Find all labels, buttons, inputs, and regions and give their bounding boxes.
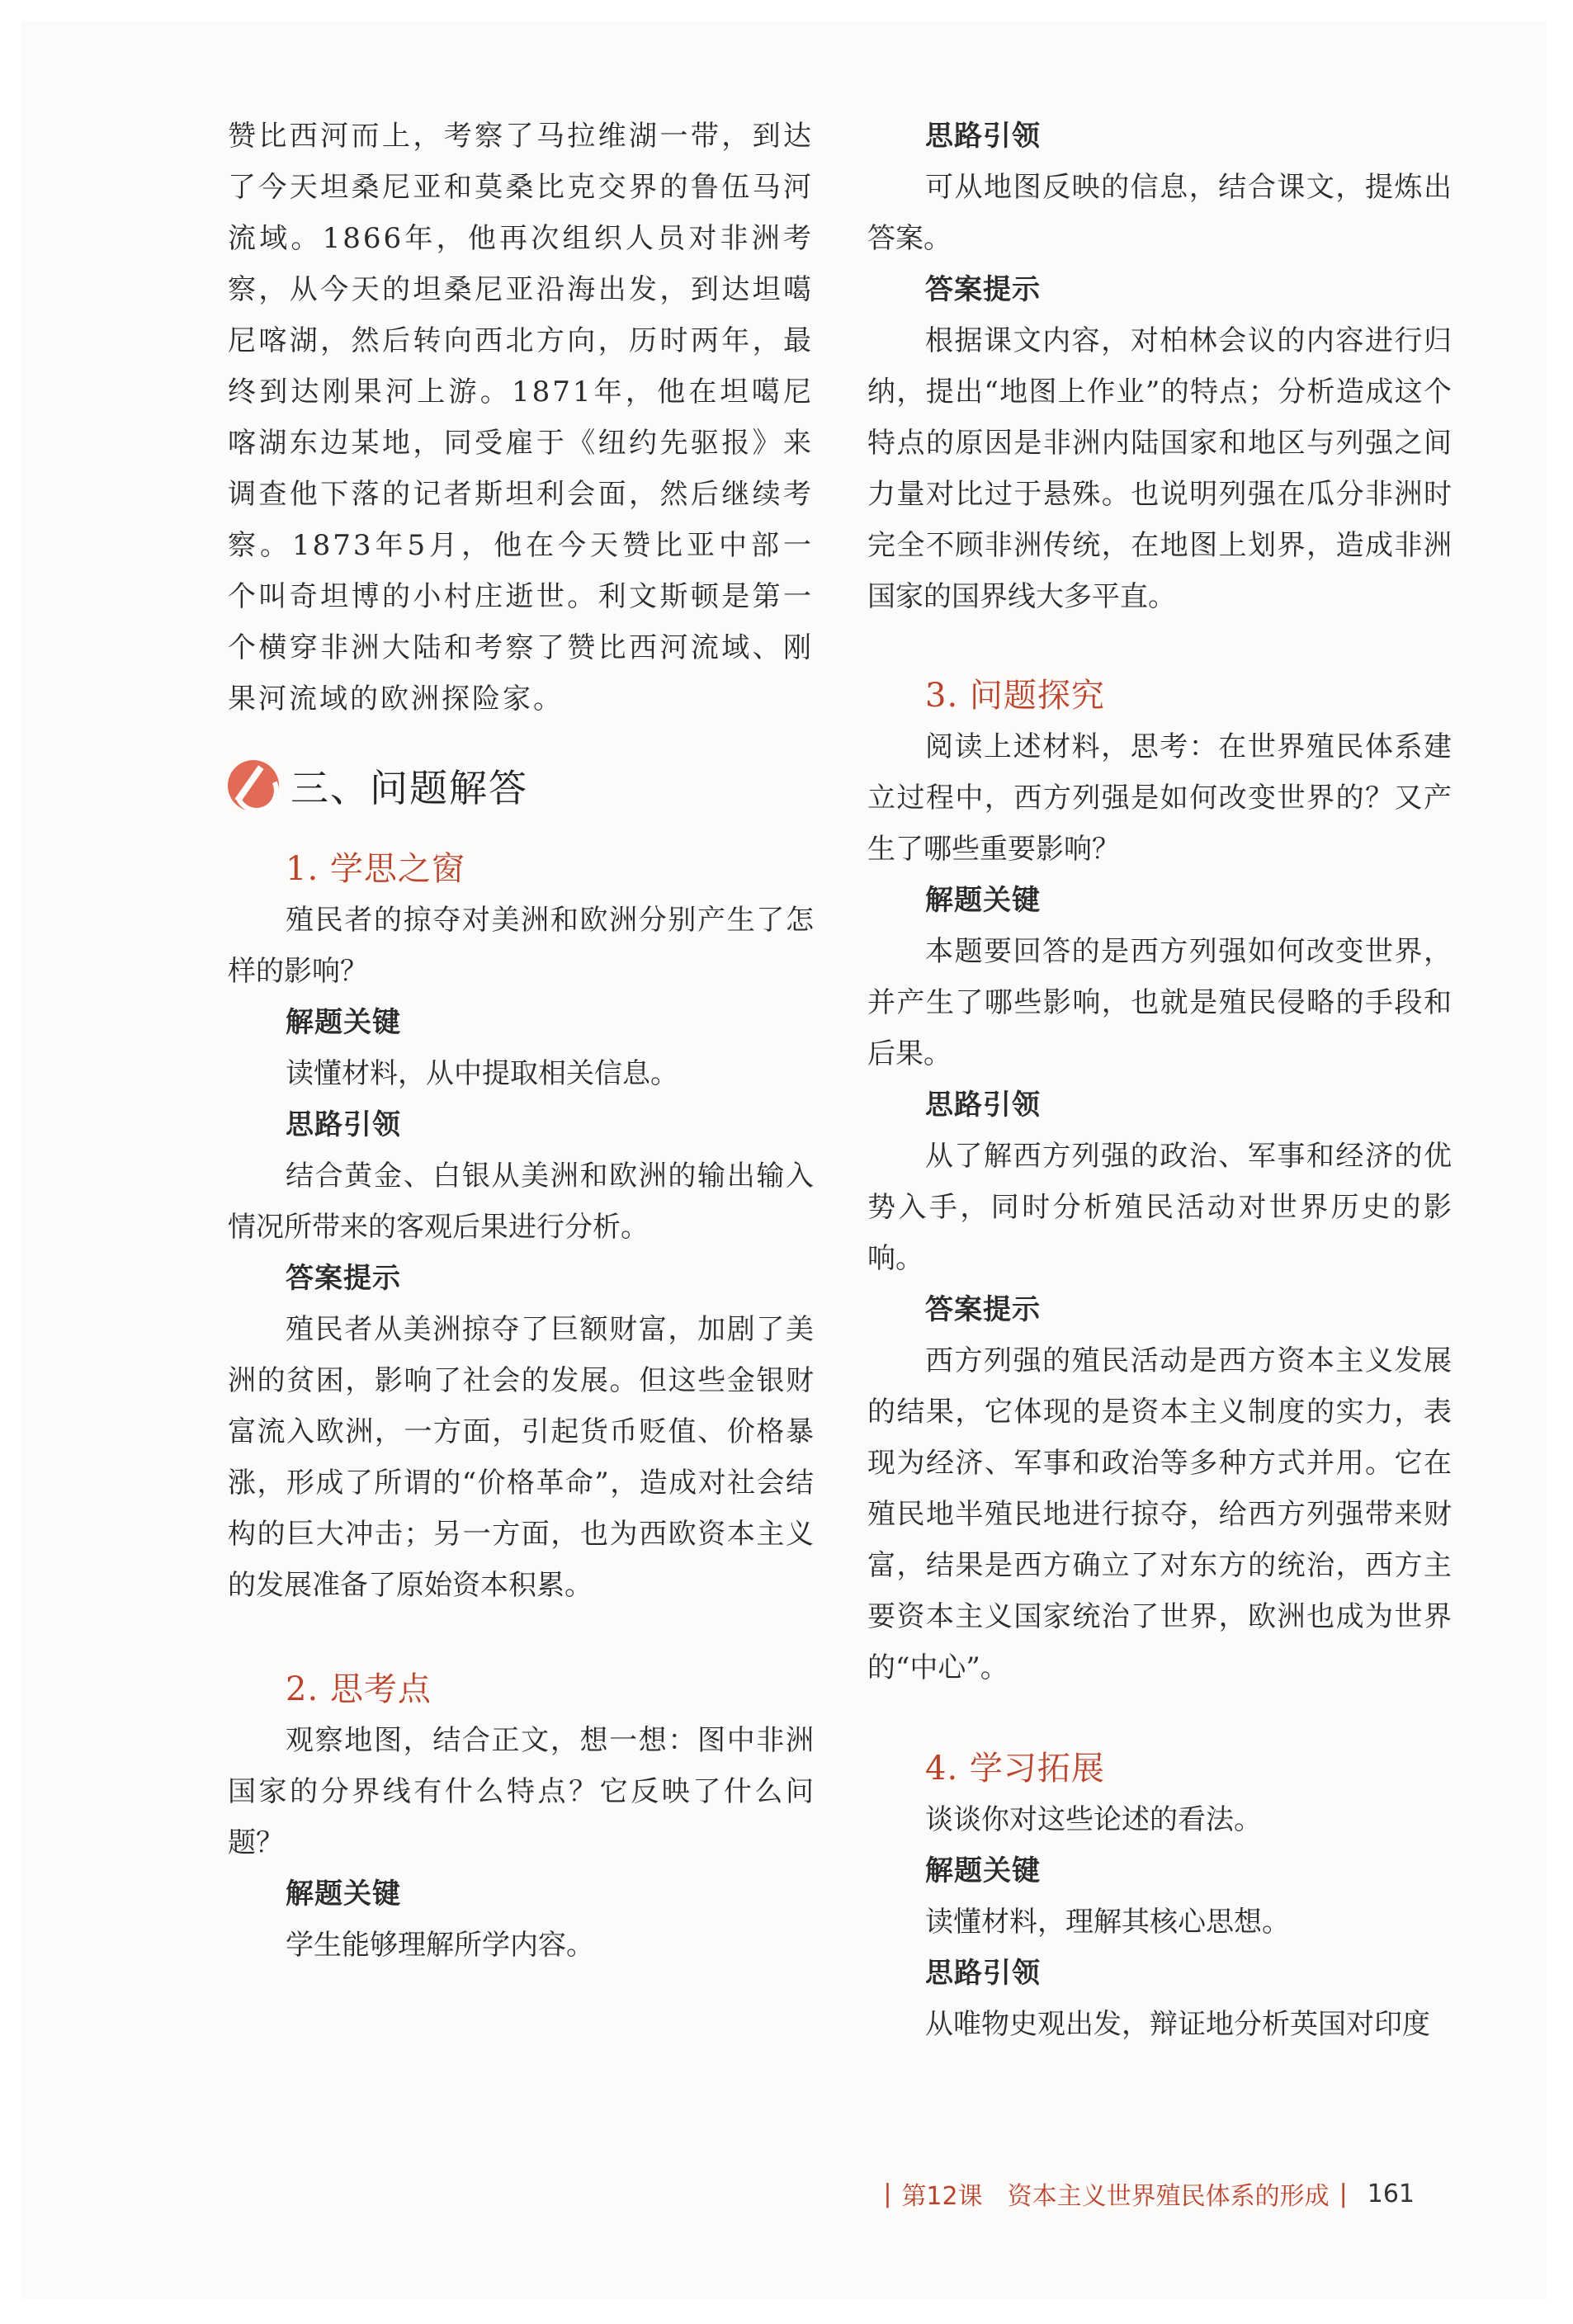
q1-key-label: 解题关键	[286, 1006, 401, 1039]
q4-key: 读懂材料，理解其核心思想。	[925, 1906, 1290, 1939]
q3-title: 3. 问题探究	[925, 677, 1105, 715]
q4-title: 4. 学习拓展	[925, 1750, 1105, 1788]
q2-answer: 根据课文内容，对柏林会议的内容进行归纳，提出“地图上作业”的特点；分析造成这个特点的原因是非洲内陆国家和地区与列强之间力量对比过于悬殊。也说明列强在瓜分非洲时完全不顾非洲传统，在地图上划界，造成非洲国家的国界线大多平直。	[867, 324, 1452, 613]
left-column	[228, 21, 814, 1971]
q4-question: 谈谈你对这些论述的看法。	[925, 1803, 1262, 1836]
page	[21, 21, 1547, 2299]
q3-guide-label: 思路引领	[925, 1089, 1041, 1122]
page-footer	[873, 2175, 1415, 2212]
q2-question: 观察地图，结合正文，想一想：图中非洲国家的分界线有什么特点？它反映了什么问题？	[228, 1724, 814, 1859]
q2-answer-label: 答案提示	[925, 273, 1041, 306]
q1-guide-label: 思路引领	[286, 1108, 401, 1141]
q3-key: 本题要回答的是西方列强如何改变世界，并产生了哪些影响，也就是殖民侵略的手段和后果。	[867, 935, 1452, 1070]
q3-guide: 从了解西方列强的政治、军事和经济的优势入手，同时分析殖民活动对世界历史的影响。	[867, 1140, 1452, 1275]
footer-divider-right: |	[1339, 2179, 1348, 2208]
q1-answer: 殖民者从美洲掠夺了巨额财富，加剧了美洲的贫困，影响了社会的发展。但这些金银财富流入欧洲，一方面，引起货币贬值、价格暴涨，形成了所谓的“价格革命”，造成对社会结构的巨大冲击；另一方面，也为西欧资本主义的发展准备了原始资本积累。	[228, 1313, 814, 1602]
right-column	[867, 21, 1452, 2050]
q3-answer: 西方列强的殖民活动是西方资本主义发展的结果，它体现的是资本主义制度的实力，表现为经济、军事和政治等多种方式并用。它在殖民地半殖民地进行掠夺，给西方列强带来财富，结果是西方确立了对东方的统治，西方主要资本主义国家统治了世界，欧洲也成为世界的“中心”。	[867, 1344, 1452, 1684]
q4-key-label: 解题关键	[925, 1854, 1041, 1887]
footer-lesson-title: 第12课 资本主义世界殖民体系的形成	[901, 2182, 1330, 2211]
intro-paragraph: 赞比西河而上，考察了马拉维湖一带，到达了今天坦桑尼亚和莫桑比克交界的鲁伍马河流域。1866年，他再次组织人员对非洲考察，从今天的坦桑尼亚沿海出发，到达坦噶尼喀湖，然后转向西北方向，历时两年，最终到达刚果河上游。1871年，他在坦噶尼喀湖东边某地，同受雇于《纽约先驱报》来调查他下落的记者斯坦利会面，然后继续考察。1873年5月，他在今天赞比亚中部一个叫奇坦博的小村庄逝世。利文斯顿是第一个横穿非洲大陆和考察了赞比西河流域、刚果河流域的欧洲探险家。	[228, 120, 814, 716]
q2-guide-label: 思路引领	[925, 120, 1041, 153]
q4-guide-label: 思路引领	[925, 1957, 1041, 1990]
q3-answer-label: 答案提示	[925, 1293, 1041, 1326]
page-number: 161	[1367, 2179, 1415, 2208]
q2-title: 2. 思考点	[286, 1670, 432, 1708]
q3-key-label: 解题关键	[925, 884, 1041, 917]
q2-key-label: 解题关键	[286, 1878, 401, 1911]
q1-guide: 结合黄金、白银从美洲和欧洲的输出输入情况所带来的客观后果进行分析。	[228, 1160, 814, 1244]
section-swirl-icon	[228, 760, 279, 811]
q4-guide: 从唯物史观出发，辩证地分析英国对印度	[925, 2008, 1430, 2041]
section-title: 三、问题解答	[291, 766, 528, 810]
q2-key: 学生能够理解所学内容。	[286, 1929, 594, 1962]
section-heading	[228, 744, 814, 827]
q1-title: 1. 学思之窗	[286, 850, 465, 888]
footer-divider-left: |	[883, 2179, 892, 2208]
q1-key: 读懂材料，从中提取相关信息。	[286, 1057, 678, 1090]
q3-question: 阅读上述材料，思考：在世界殖民体系建立过程中，西方列强是如何改变世界的？又产生了哪些重要影响？	[867, 730, 1452, 866]
q1-question: 殖民者的掠夺对美洲和欧洲分别产生了怎样的影响？	[228, 904, 814, 988]
q1-answer-label: 答案提示	[286, 1262, 401, 1295]
q2-guide: 可从地图反映的信息，结合课文，提炼出答案。	[867, 171, 1452, 255]
